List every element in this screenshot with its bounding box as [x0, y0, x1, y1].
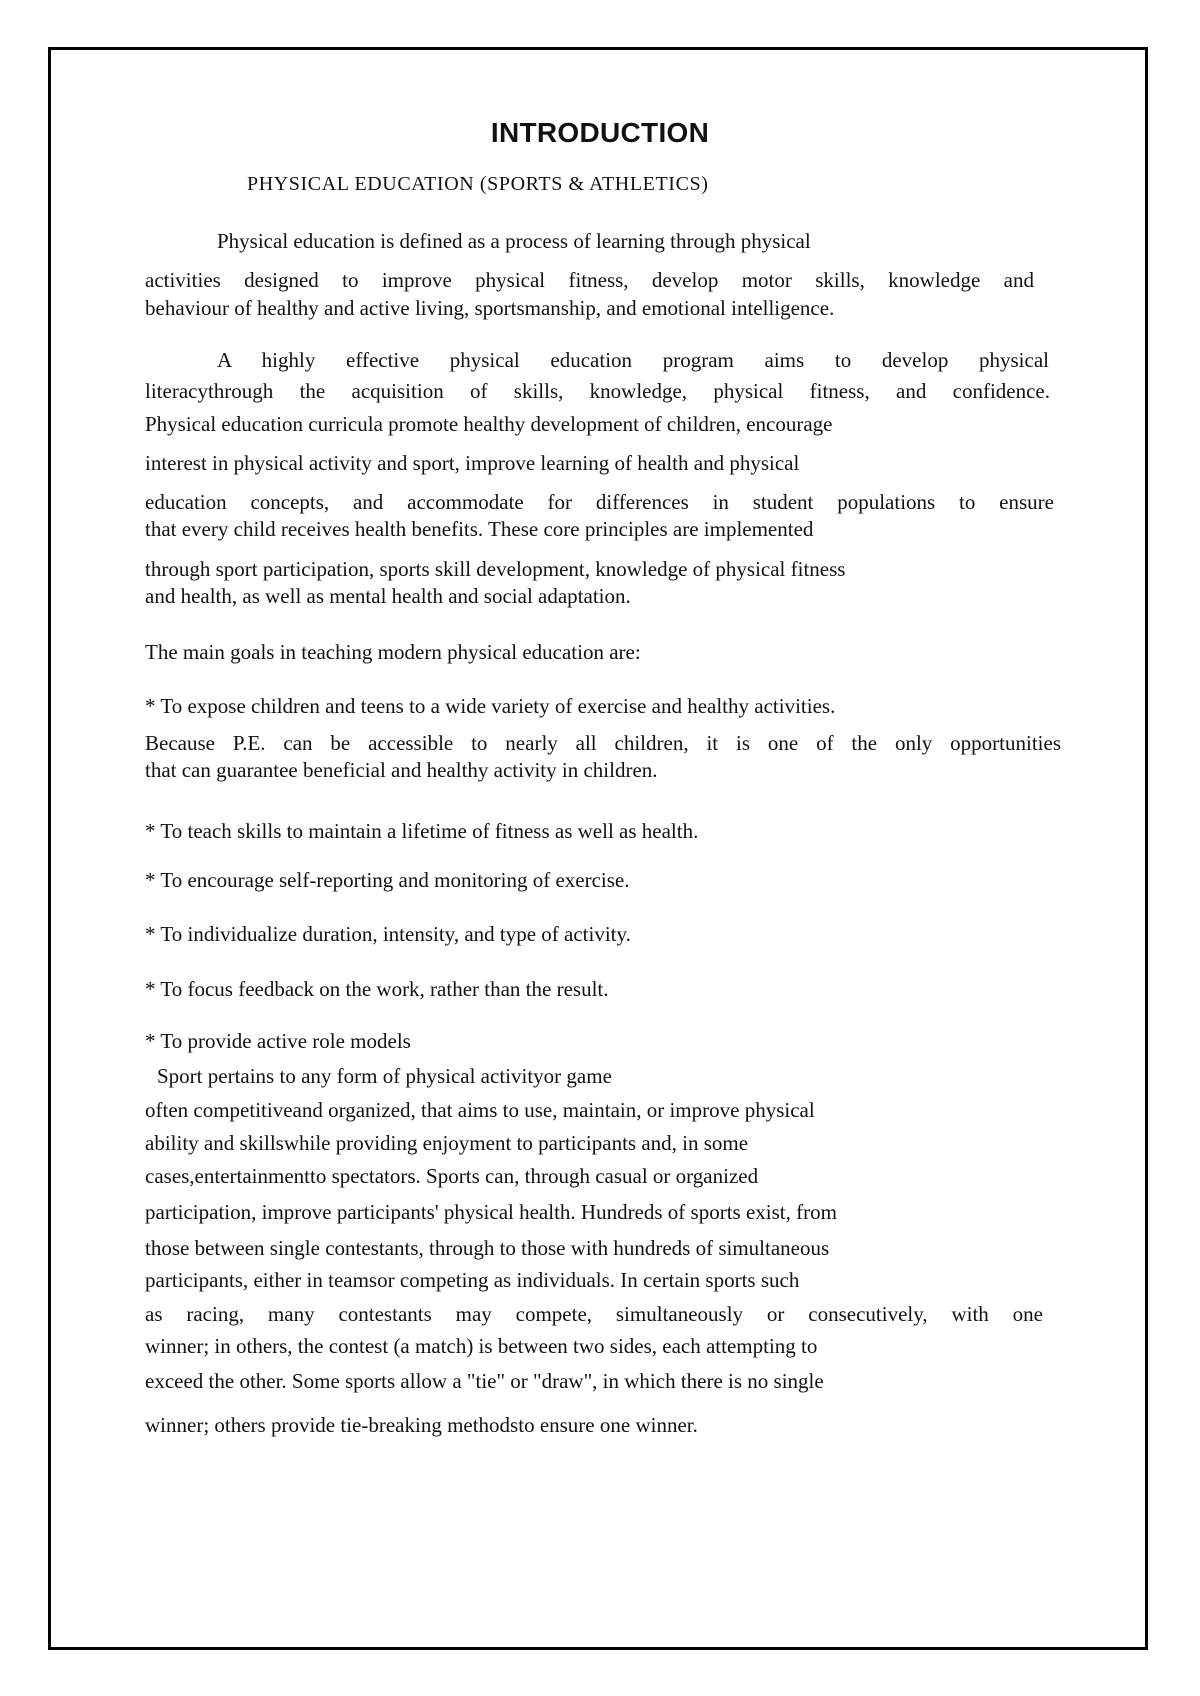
paragraph-line: those between single contestants, through to those with hundreds of simultaneous — [145, 1236, 830, 1260]
paragraph-line: ability and skillswhile providing enjoyment to participants and, in some — [145, 1131, 749, 1155]
list-item: * To teach skills to maintain a lifetime of fitness as well as health. — [145, 819, 699, 843]
paragraph-line: literacythrough the acquisition of skills, knowledge, physical fitness, and confidence. — [145, 379, 1050, 403]
list-item: * To expose children and teens to a wide variety of exercise and healthy activities. — [145, 694, 836, 718]
paragraph-line: behaviour of healthy and active living, sportsmanship, and emotional intelligence. — [145, 296, 835, 320]
paragraph-line: Because P.E. can be accessible to nearly all children, it is one of the only opportunities — [145, 731, 1061, 755]
paragraph-line: that every child receives health benefits. These core principles are implemented — [145, 517, 814, 541]
list-item: * To provide active role models — [145, 1029, 411, 1053]
page-subtitle: PHYSICAL EDUCATION (SPORTS & ATHLETICS) — [247, 173, 709, 195]
paragraph-line: winner; others provide tie-breaking methodsto ensure one winner. — [145, 1413, 698, 1437]
paragraph-line: and health, as well as mental health and social adaptation. — [145, 584, 631, 608]
paragraph-line: exceed the other. Some sports allow a "tie" or "draw", in which there is no single — [145, 1369, 824, 1393]
paragraph-line: activities designed to improve physical fitness, develop motor skills, knowledge and — [145, 268, 1034, 292]
paragraph-line: winner; in others, the contest (a match) is between two sides, each attempting to — [145, 1334, 818, 1358]
paragraph-line: through sport participation, sports skill development, knowledge of physical fitness — [145, 557, 846, 581]
list-item: * To focus feedback on the work, rather than the result. — [145, 977, 609, 1001]
paragraph-line: often competitiveand organized, that aims to use, maintain, or improve physical — [145, 1098, 815, 1122]
paragraph-line: interest in physical activity and sport, improve learning of health and physical — [145, 451, 800, 475]
list-item: * To individualize duration, intensity, and type of activity. — [145, 922, 631, 946]
paragraph-line: education concepts, and accommodate for differences in student populations to ensure — [145, 490, 1054, 514]
list-item: * To encourage self-reporting and monitoring of exercise. — [145, 868, 630, 892]
paragraph-line: that can guarantee beneficial and healthy activity in children. — [145, 758, 658, 782]
paragraph-line: Sport pertains to any form of physical activityor game — [157, 1064, 612, 1088]
paragraph-line: cases,entertainmentto spectators. Sports can, through casual or organized — [145, 1164, 759, 1188]
paragraph-line: participation, improve participants' physical health. Hundreds of sports exist, from — [145, 1200, 837, 1224]
paragraph-line: The main goals in teaching modern physical education are: — [145, 640, 641, 664]
paragraph-line: Physical education curricula promote healthy development of children, encourage — [145, 412, 833, 436]
page-title: INTRODUCTION — [490, 117, 710, 148]
paragraph-line: Physical education is defined as a process of learning through physical — [217, 229, 811, 253]
paragraph-line: A highly effective physical education program aims to develop physical — [217, 348, 1049, 372]
paragraph-line: participants, either in teamsor competing as individuals. In certain sports such — [145, 1268, 800, 1292]
paragraph-line: as racing, many contestants may compete, simultaneously or consecutively, with one — [145, 1302, 1043, 1326]
